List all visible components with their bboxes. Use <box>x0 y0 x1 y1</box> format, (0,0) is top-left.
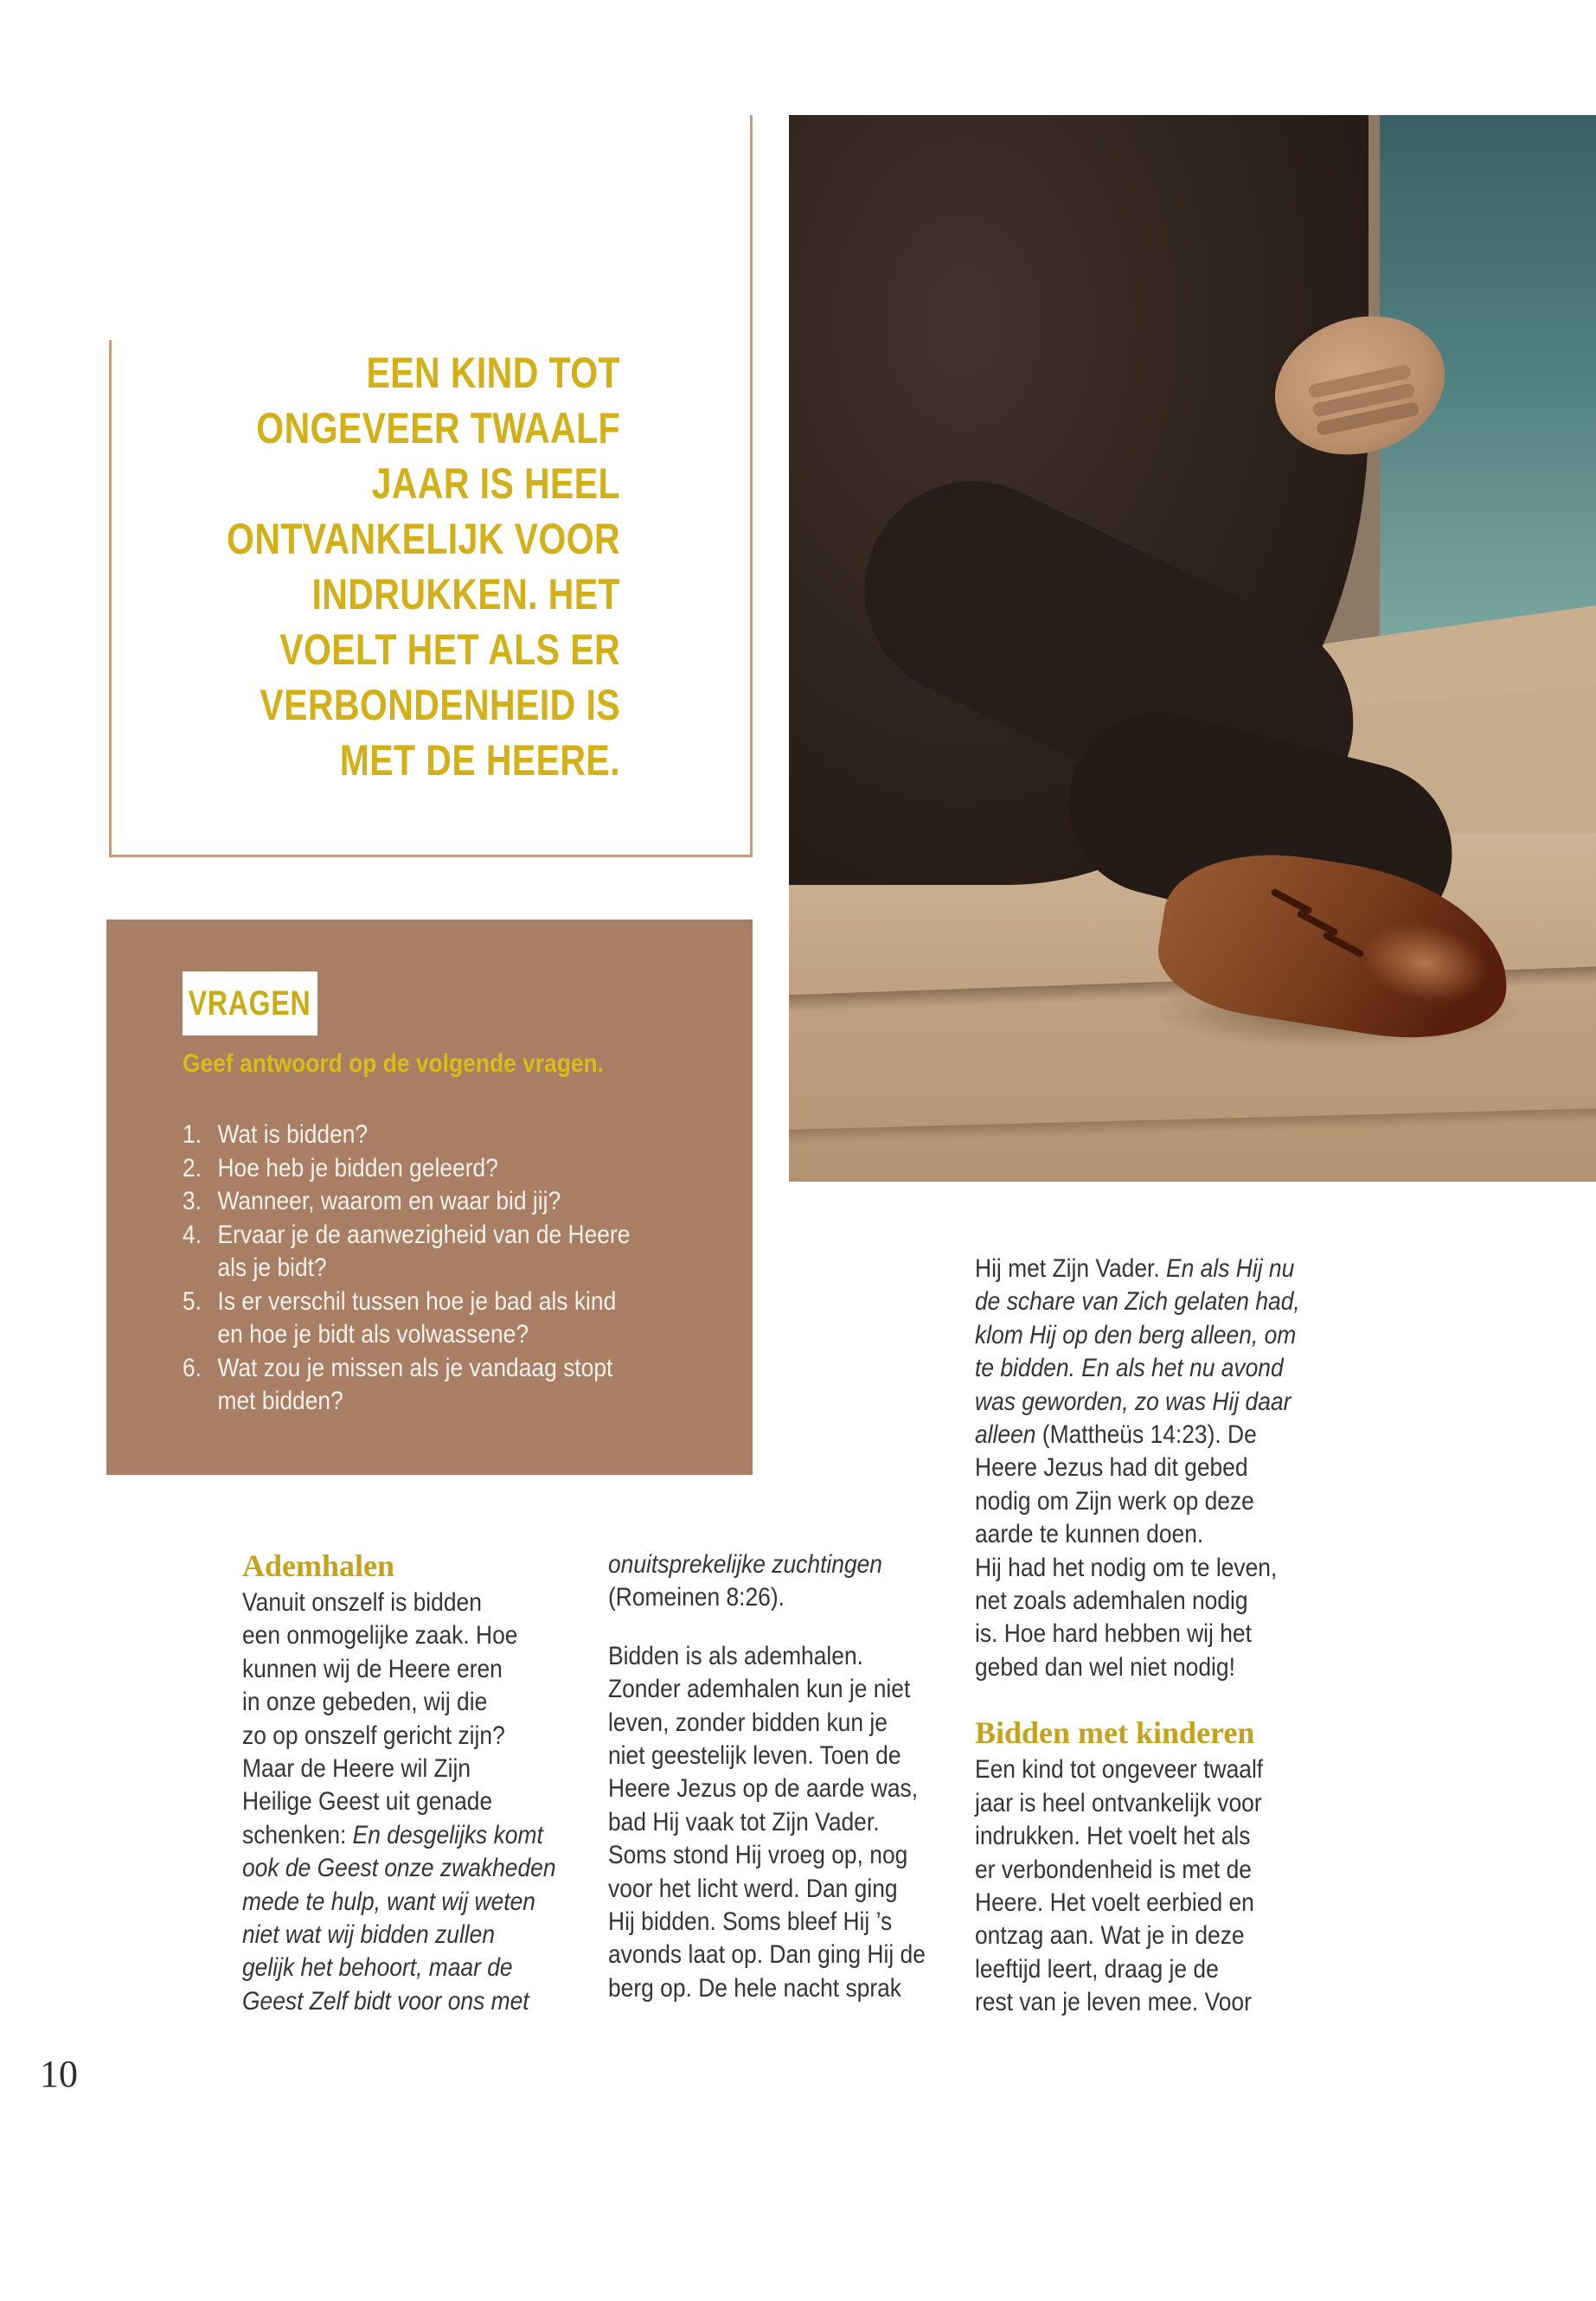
text-line: Heere Jezus op de aarde was, <box>608 1774 919 1804</box>
question-line: 5. Is er verschil tussen hoe je bad als kind <box>183 1286 617 1316</box>
text-line: net zoals ademhalen nodig <box>975 1586 1248 1616</box>
vragen-box <box>106 920 753 1475</box>
text-line: er verbondenheid is met de <box>975 1855 1252 1884</box>
question-line: als je bidt? <box>217 1253 327 1282</box>
quote-line: EEN KIND TOT <box>366 349 620 397</box>
column-3-body-bottom <box>975 1753 1317 2019</box>
text-line: leeftijd leert, draag je de <box>975 1954 1219 1984</box>
text-line: leven, zonder bidden kun je <box>608 1708 888 1737</box>
text-line: klom Hij op den berg alleen, om <box>975 1320 1297 1349</box>
text-line: de schare van Zich gelaten had, <box>975 1287 1300 1317</box>
text-line: alleen (Mattheüs 14:23). De <box>975 1420 1257 1450</box>
vragen-question-list <box>183 1118 691 1419</box>
text-line: bad Hij vaak tot Zijn Vader. <box>608 1807 880 1836</box>
text-line: Hij bidden. Soms bleef Hij ’s <box>608 1907 893 1937</box>
text-line: Heere Jezus had dit gebed <box>975 1453 1248 1483</box>
text-line: te bidden. En als het nu avond <box>975 1354 1284 1383</box>
text-line: ook de Geest onze zwakheden <box>242 1854 556 1883</box>
text-line: aarde te kunnen doen. <box>975 1520 1204 1549</box>
text-line: Geest Zelf bidt voor ons met <box>242 1986 529 2016</box>
column-3-heading: Bidden met kinderen <box>975 1715 1255 1751</box>
text-line: indrukken. Het voelt het als <box>975 1822 1251 1851</box>
text-line: (Romeinen 8:26). <box>608 1583 785 1612</box>
question-line: 1. Wat is bidden? <box>183 1120 369 1149</box>
text-line: avonds laat op. Dan ging Hij de <box>608 1940 926 1970</box>
text-line: rest van je leven mee. Voor <box>975 1988 1252 2017</box>
text-line: nodig om Zijn werk op deze <box>975 1486 1254 1516</box>
text-line: Een kind tot ongeveer twaalf <box>975 1755 1264 1785</box>
text-line: Hij met Zijn Vader. En als Hij nu <box>975 1254 1295 1283</box>
pull-quote <box>84 345 620 788</box>
vragen-label: VRAGEN <box>189 984 311 1022</box>
text-line: een onmogelijke zaak. Hoe <box>242 1621 518 1650</box>
column-1 <box>242 1548 571 2018</box>
text-line: voor het licht werd. Dan ging <box>608 1874 898 1903</box>
text-line <box>975 1684 984 1715</box>
text-line: Zonder ademhalen kun je niet <box>608 1675 911 1704</box>
question-line: met bidden? <box>217 1387 343 1415</box>
column-1-heading: Ademhalen <box>242 1548 395 1583</box>
text-line: Heilige Geest uit genade <box>242 1787 493 1817</box>
text-line: was geworden, zo was Hij daar <box>975 1387 1292 1416</box>
quote-frame-bottom-border <box>109 855 753 857</box>
question-line: 3. Wanneer, waarom en waar bid jij? <box>183 1187 561 1215</box>
vragen-intro: Geef antwoord op de volgende vragen. <box>183 1049 605 1078</box>
question-line: 2. Hoe heb je bidden geleerd? <box>183 1153 498 1183</box>
text-line: ontzag aan. Wat je in deze <box>975 1921 1245 1951</box>
text-line: in onze gebeden, wij die <box>242 1688 488 1717</box>
text-line: gelijk het behoort, maar de <box>242 1953 513 1983</box>
column-2 <box>608 1548 945 2005</box>
question-line: 6. Wat zou je missen als je vandaag stopt <box>183 1353 613 1382</box>
text-line: Soms stond Hij vroeg op, nog <box>608 1841 908 1870</box>
column-2-body <box>608 1548 945 2005</box>
text-line: kunnen wij de Heere eren <box>242 1654 503 1683</box>
quote-line: ONTVANKELIJK VOOR <box>227 515 620 563</box>
text-line: schenken: En desgelijks komt <box>242 1820 543 1849</box>
text-line: Heere. Het voelt eerbied en <box>975 1888 1254 1917</box>
text-line: niet wat wij bidden zullen <box>242 1920 496 1950</box>
column-3-body-top <box>975 1253 1317 1715</box>
quote-line: JAAR IS HEEL <box>371 459 620 508</box>
quote-line: MET DE HEERE. <box>339 736 620 785</box>
quote-line: VERBONDENHEID IS <box>260 681 620 729</box>
text-line: berg op. De hele nacht sprak <box>608 1973 902 2003</box>
quote-frame-right-border <box>750 115 753 856</box>
photo-man-on-steps <box>789 115 1596 1182</box>
text-line: onuitsprekelijke zuchtingen <box>608 1550 883 1579</box>
quote-line: VOELT HET ALS ER <box>279 625 620 674</box>
quote-line: INDRUKKEN. HET <box>311 570 620 619</box>
text-line <box>608 1615 617 1640</box>
question-line: en hoe je bidt als volwassene? <box>217 1320 529 1349</box>
text-line: is. Hoe hard hebben wij het <box>975 1619 1252 1649</box>
text-line: Bidden is als ademhalen. <box>608 1641 863 1670</box>
text-line: niet geestelijk leven. Toen de <box>608 1741 901 1771</box>
text-line: mede te hulp, want wij weten <box>242 1887 535 1916</box>
text-line: jaar is heel ontvankelijk voor <box>975 1788 1262 1817</box>
text-line: gebed dan wel niet nodig! <box>975 1652 1235 1682</box>
text-line: Vanuit onszelf is bidden <box>242 1588 482 1617</box>
column-1-body <box>242 1586 571 2018</box>
column-3 <box>975 1253 1317 2020</box>
page-number: 10 <box>40 2053 78 2095</box>
text-line: Hij had het nodig om te leven, <box>975 1553 1278 1582</box>
text-line: Maar de Heere wil Zijn <box>242 1754 471 1784</box>
quote-line: ONGEVEER TWAALF <box>256 404 620 452</box>
vragen-label-box <box>183 971 317 1035</box>
text-line: zo op onszelf gericht zijn? <box>242 1721 505 1750</box>
question-line: 4. Ervaar je de aanwezigheid van de Heere <box>183 1220 631 1249</box>
